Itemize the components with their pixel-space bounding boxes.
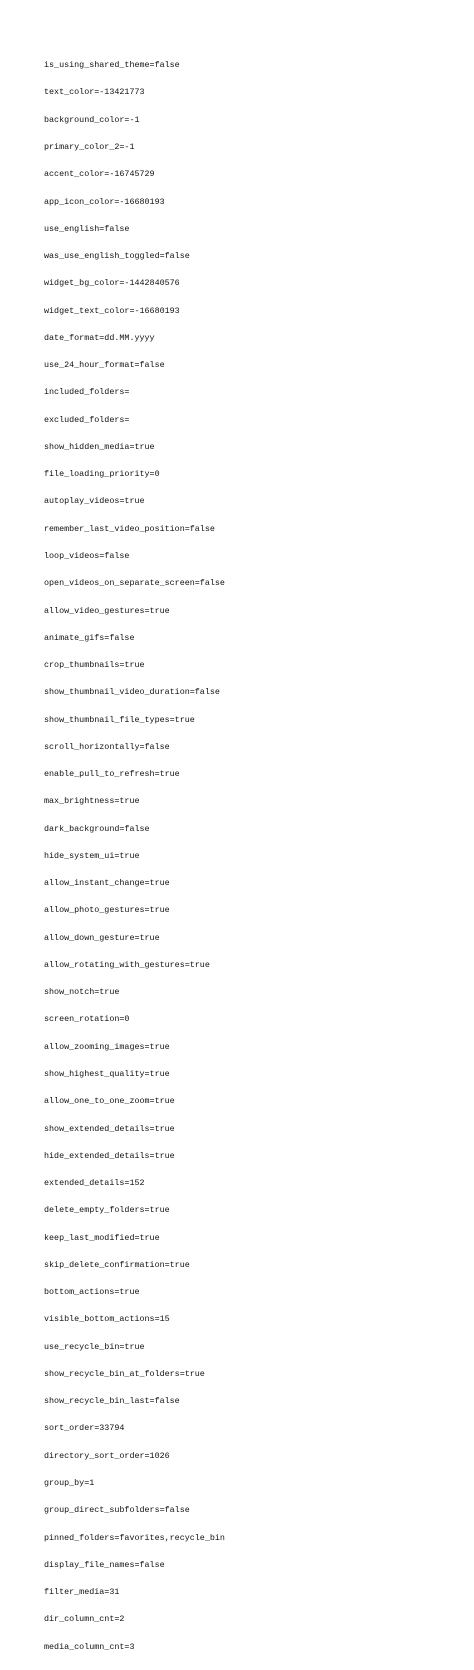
settings-line: remember_last_video_position=false <box>44 523 215 534</box>
settings-line: text_color=-13421773 <box>44 87 145 98</box>
settings-line: sort_order=33794 <box>44 1423 125 1434</box>
settings-line: show_thumbnail_file_types=true <box>44 714 195 725</box>
settings-text-block <box>44 43 225 1670</box>
settings-line: primary_color_2=-1 <box>44 141 135 152</box>
settings-line: hide_system_ui=true <box>44 850 140 861</box>
settings-line: use_english=false <box>44 223 130 234</box>
settings-line: excluded_folders= <box>44 414 130 425</box>
settings-line: visible_bottom_actions=15 <box>44 1314 170 1325</box>
settings-line: show_highest_quality=true <box>44 1069 170 1080</box>
settings-line: use_recycle_bin=true <box>44 1341 145 1352</box>
settings-line: media_column_cnt=3 <box>44 1641 135 1652</box>
settings-line: pinned_folders=favorites,recycle_bin <box>44 1532 225 1543</box>
settings-line: allow_zooming_images=true <box>44 1041 170 1052</box>
settings-line: app_icon_color=-16680193 <box>44 196 165 207</box>
settings-line: show_recycle_bin_at_folders=true <box>44 1368 205 1379</box>
settings-line: skip_delete_confirmation=true <box>44 1259 190 1270</box>
settings-line: allow_video_gestures=true <box>44 605 170 616</box>
settings-line: enable_pull_to_refresh=true <box>44 769 180 780</box>
settings-line: allow_down_gesture=true <box>44 932 160 943</box>
settings-line: display_file_names=false <box>44 1559 165 1570</box>
settings-line: max_brightness=true <box>44 796 140 807</box>
settings-line: filter_media=31 <box>44 1587 120 1598</box>
settings-line: group_by=1 <box>44 1478 95 1488</box>
settings-line: show_recycle_bin_last=false <box>44 1396 180 1407</box>
settings-line: hide_extended_details=true <box>44 1150 175 1161</box>
settings-line: open_videos_on_separate_screen=false <box>44 578 225 589</box>
settings-line: included_folders= <box>44 387 130 398</box>
settings-line: loop_videos=false <box>44 550 130 561</box>
settings-line: accent_color=-16745729 <box>44 169 155 180</box>
settings-line: group_direct_subfolders=false <box>44 1505 190 1516</box>
settings-line: animate_gifs=false <box>44 632 135 643</box>
settings-line: directory_sort_order=1026 <box>44 1450 170 1461</box>
settings-line: show_notch=true <box>44 987 120 998</box>
settings-line: show_extended_details=true <box>44 1123 175 1134</box>
settings-line: widget_text_color=-16680193 <box>44 305 180 316</box>
settings-line: allow_one_to_one_zoom=true <box>44 1096 175 1107</box>
settings-line: date_format=dd.MM.yyyy <box>44 332 155 343</box>
settings-line: was_use_english_toggled=false <box>44 251 190 262</box>
settings-line: autoplay_videos=true <box>44 496 145 507</box>
settings-line: is_using_shared_theme=false <box>44 60 180 71</box>
settings-line: keep_last_modified=true <box>44 1232 160 1243</box>
settings-line: screen_rotation=0 <box>44 1014 130 1025</box>
settings-line: scroll_horizontally=false <box>44 741 170 752</box>
settings-line: show_hidden_media=true <box>44 441 155 452</box>
settings-line: widget_bg_color=-1442840576 <box>44 278 180 289</box>
settings-line: dir_column_cnt=2 <box>44 1614 125 1625</box>
settings-line: bottom_actions=true <box>44 1287 140 1298</box>
settings-line: file_loading_priority=0 <box>44 469 160 480</box>
settings-line: extended_details=152 <box>44 1178 145 1189</box>
settings-line: show_thumbnail_video_duration=false <box>44 687 220 698</box>
settings-line: delete_empty_folders=true <box>44 1205 170 1216</box>
settings-line: allow_photo_gestures=true <box>44 905 170 916</box>
settings-line: allow_rotating_with_gestures=true <box>44 959 210 970</box>
settings-line: use_24_hour_format=false <box>44 360 165 371</box>
settings-line: background_color=-1 <box>44 114 140 125</box>
settings-line: dark_background=false <box>44 823 150 834</box>
settings-line: allow_instant_change=true <box>44 878 170 889</box>
settings-line: crop_thumbnails=true <box>44 660 145 671</box>
